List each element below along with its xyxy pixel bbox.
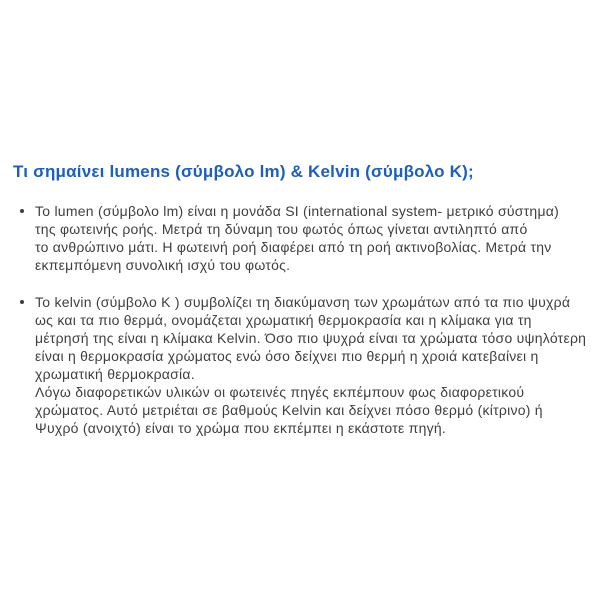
text-line: είναι η θερμοκρασία χρώματος ενώ όσο δείχνει πιο θερμή η χροιά κατεβαίνει η	[35, 348, 539, 364]
text-line: χρωματική θερμοκρασία.	[35, 366, 195, 382]
text-line: εκπεμπόμενη συνολική ισχύ του φωτός.	[35, 257, 291, 273]
text-line: χρώματος. Αυτό μετριέται σε βαθμούς Kelvin και δείχνει πόσο θερμό (κίτρινο) ή	[35, 402, 543, 418]
text-line: Ψυχρό (ανοιχτό) είναι το χρώμα που εκπέμπει η εκάστοτε πηγή.	[35, 420, 447, 436]
bullet-list	[13, 202, 588, 437]
bullet-dot-icon	[20, 300, 24, 304]
article-content	[13, 161, 588, 437]
text-line: Λόγω διαφορετικών υλικών οι φωτεινές πηγές εκπέμπουν φως διαφορετικού	[35, 384, 525, 400]
section-heading: Τι σημαίνει lumens (σύμβολο lm) & Kelvin (σύμβολο Κ);	[13, 162, 474, 181]
text-line: Το lumen (σύμβολο lm) είναι η μονάδα SI (international system- μετρικό σύστημα)	[35, 203, 560, 219]
list-item-kelvin	[13, 293, 588, 437]
text-line: ως και τα πιο θερμά, ονομάζεται χρωματική θερμοκρασία και η κλίμακα για τη	[35, 312, 532, 328]
bullet-dot-icon	[20, 209, 24, 213]
text-line: της φωτεινής ροής. Μετρά τη δύναμη του φωτός όπως γίνεται αντιληπτό από	[35, 221, 528, 237]
list-item-lumen	[13, 202, 588, 274]
text-line: Το kelvin (σύμβολο Κ ) συμβολίζει τη διακύμανση των χρωμάτων από τα πιο ψυχρά	[35, 294, 571, 310]
text-line: μέτρησή της είναι η κλίμακα Kelvin. Όσο πιο ψυχρά είναι τα χρώματα τόσο υψηλότερη	[35, 330, 587, 346]
text-line: το ανθρώπινο μάτι. Η φωτεινή ροή διαφέρει από τη ροή ακτινοβολίας. Μετρά την	[35, 239, 552, 255]
